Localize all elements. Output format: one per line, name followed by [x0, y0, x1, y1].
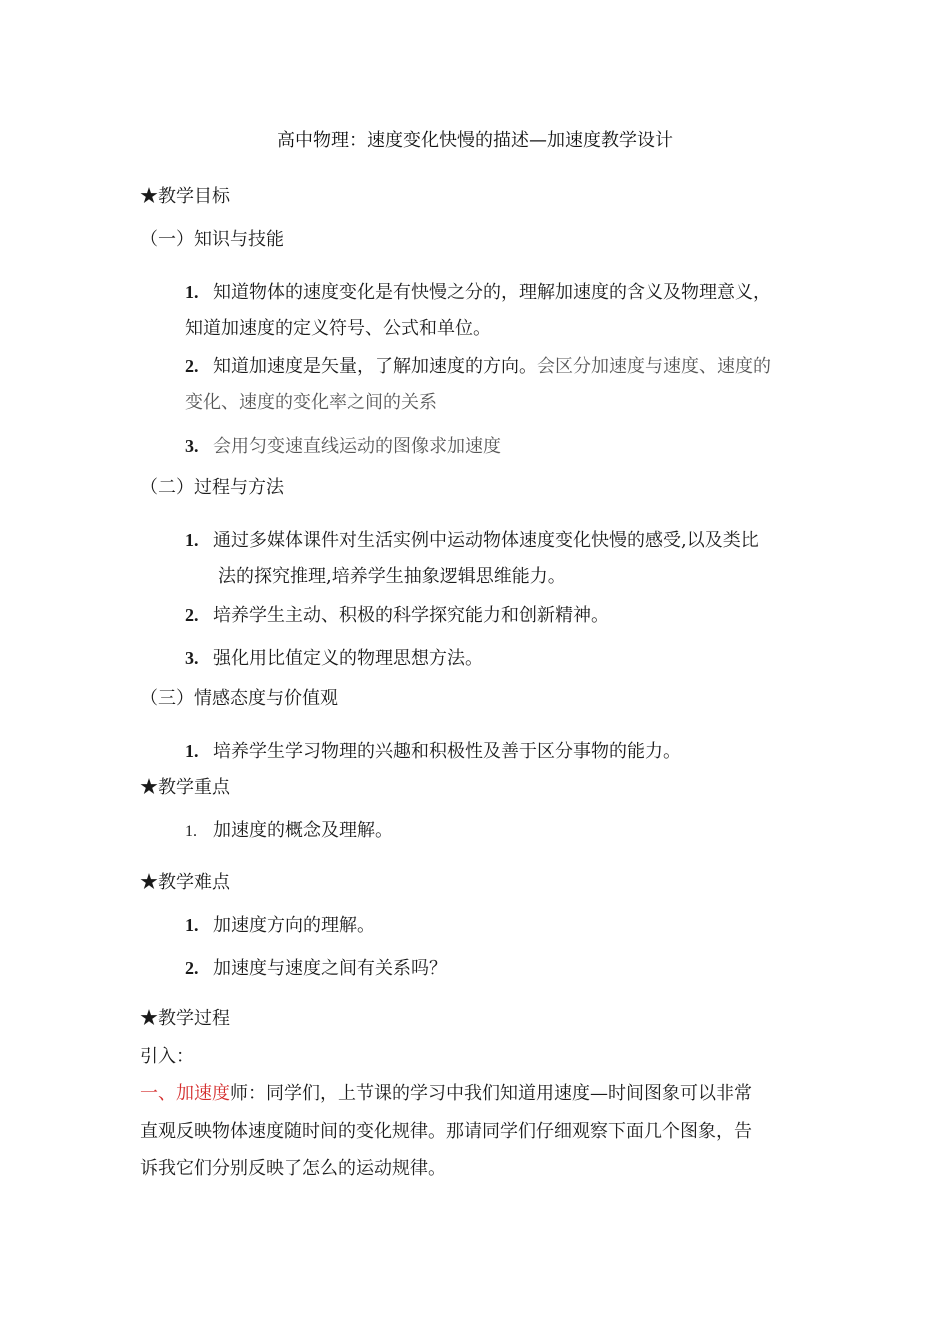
- list-item: [185, 528, 759, 553]
- item-number: 1.: [185, 282, 199, 302]
- item-text: 强化用比值定义的物理思想方法。: [213, 648, 483, 669]
- paragraph-line: [140, 1082, 752, 1106]
- item-text: 知道加速度是矢量，了解加速度的方向。: [213, 356, 537, 377]
- paragraph-line: 直观反映物体速度随时间的变化规律。那请同学们仔细观察下面几个图象，告: [140, 1121, 752, 1142]
- process-section-heading: ★教学过程: [140, 1008, 230, 1029]
- item-text: 加速度的概念及理解。: [213, 820, 393, 841]
- item-text-continued: 变化、速度的变化率之间的关系: [185, 392, 437, 413]
- item-text-continued: 法的探究推理,培养学生抽象逻辑思维能力。: [218, 566, 566, 587]
- document-title: 高中物理：速度变化快慢的描述—加速度教学设计: [277, 130, 673, 151]
- list-item: [185, 913, 375, 938]
- intro-label: 引入：: [140, 1046, 194, 1067]
- list-item: [185, 739, 681, 764]
- item-number: 3.: [185, 648, 199, 668]
- item-number: 1.: [185, 915, 199, 935]
- paragraph-line: 诉我它们分别反映了怎么的运动规律。: [140, 1158, 446, 1179]
- item-text: 知道物体的速度变化是有快慢之分的，理解加速度的含义及物理意义，: [213, 282, 771, 303]
- paragraph-text: 师：同学们，上节课的学习中我们知道用速度—时间图象可以非常: [230, 1083, 752, 1104]
- item-text-gray: 会区分加速度与速度、速度的: [537, 356, 771, 377]
- item-text: 加速度方向的理解。: [213, 915, 375, 936]
- item-text: 会用匀变速直线运动的图像求加速度: [213, 436, 501, 457]
- knowledge-heading: （一）知识与技能: [140, 229, 284, 250]
- list-item: [185, 603, 609, 628]
- difficulties-heading: ★教学难点: [140, 872, 230, 893]
- item-text: 加速度与速度之间有关系吗？: [213, 958, 447, 979]
- item-number: 2.: [185, 356, 199, 376]
- list-item: [185, 646, 483, 671]
- item-number: 1.: [185, 530, 199, 550]
- item-number: 2.: [185, 605, 199, 625]
- item-text: 培养学生主动、积极的科学探究能力和创新精神。: [213, 605, 609, 626]
- list-item: [185, 819, 393, 844]
- list-item: [185, 434, 501, 459]
- item-number: 1.: [185, 741, 199, 761]
- item-number: 3.: [185, 436, 199, 456]
- item-number: 1.: [185, 823, 197, 840]
- list-item: [185, 956, 447, 981]
- item-text: 培养学生学习物理的兴趣和积极性及善于区分事物的能力。: [213, 741, 681, 762]
- process-heading: （二）过程与方法: [140, 477, 284, 498]
- list-item: [185, 280, 771, 305]
- item-text-continued: 知道加速度的定义符号、公式和单位。: [185, 318, 491, 339]
- emotion-heading: （三）情感态度与价值观: [140, 688, 338, 709]
- item-number: 2.: [185, 958, 199, 978]
- objectives-heading: ★教学目标: [140, 186, 230, 207]
- section-label: 一、加速度: [140, 1083, 230, 1104]
- list-item: [185, 354, 771, 379]
- item-text: 通过多媒体课件对生活实例中运动物体速度变化快慢的感受,以及类比: [213, 530, 759, 551]
- key-points-heading: ★教学重点: [140, 777, 230, 798]
